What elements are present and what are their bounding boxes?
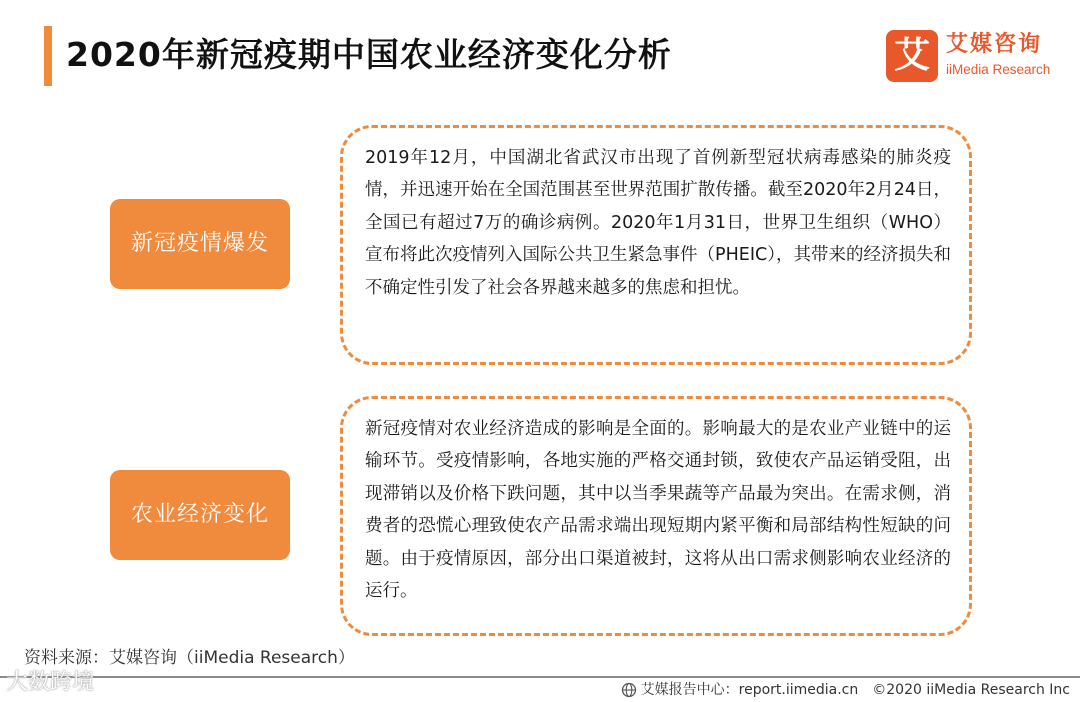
report-center-link[interactable]: 艾媒报告中心：report.iimedia.cn xyxy=(640,682,859,698)
section-text-agri-economy: 新冠疫情对农业经济造成的影响是全面的。影响最大的是农业产业链中的运输环节。受疫情影响，各地实施的严格交通封锁，致使农产品运销受阻，出现滞销以及价格下跌问题，其中以当季果蔬等产品最为突出。在需求侧，消费者的恐慌心理致使农产品需求端出现短期内紧平衡和局部结构性短缺的问题。由于疫情原因，部分出口渠道被封，这将从出口需求侧影响农业经济的运行。 xyxy=(365,419,951,602)
section-frame-outbreak xyxy=(340,125,972,365)
globe-icon xyxy=(621,682,637,698)
source-note: 资料来源：艾媒咨询（iiMedia Research） xyxy=(24,648,355,668)
footer-divider xyxy=(0,676,1080,678)
logo-subtitle: iiMedia Research xyxy=(946,62,1051,77)
logo-name: 艾媒咨询 xyxy=(946,32,1043,57)
copyright-text: ©2020 iiMedia Research Inc xyxy=(872,682,1070,698)
brand-logo xyxy=(886,30,1062,82)
section-text-outbreak: 2019年12月，中国湖北省武汉市出现了首例新型冠状病毒感染的肺炎疫情，并迅速开始在全国范围甚至世界范围扩散传播。截至2020年2月24日，全国已有超过7万的确诊病例。2020年1月31日，世界卫生组织（WHO）宣布将此次疫情列入国际公共卫生紧急事件（PHEIC），其带来的经济损失和不确定性引发了社会各界越来越多的焦虑和担忧。 xyxy=(365,148,951,298)
footer-info xyxy=(621,680,1070,700)
section-frame-agri-economy xyxy=(340,396,972,636)
page-title: 2020年新冠疫期中国农业经济变化分析 xyxy=(66,35,672,74)
logo-mark-icon: 艾 xyxy=(886,30,938,82)
section-label-outbreak: 新冠疫情爆发 xyxy=(110,199,290,289)
section-label-agri-economy: 农业经济变化 xyxy=(110,470,290,560)
title-accent-bar xyxy=(44,26,52,86)
watermark-text: 大数跨境 xyxy=(6,670,95,695)
